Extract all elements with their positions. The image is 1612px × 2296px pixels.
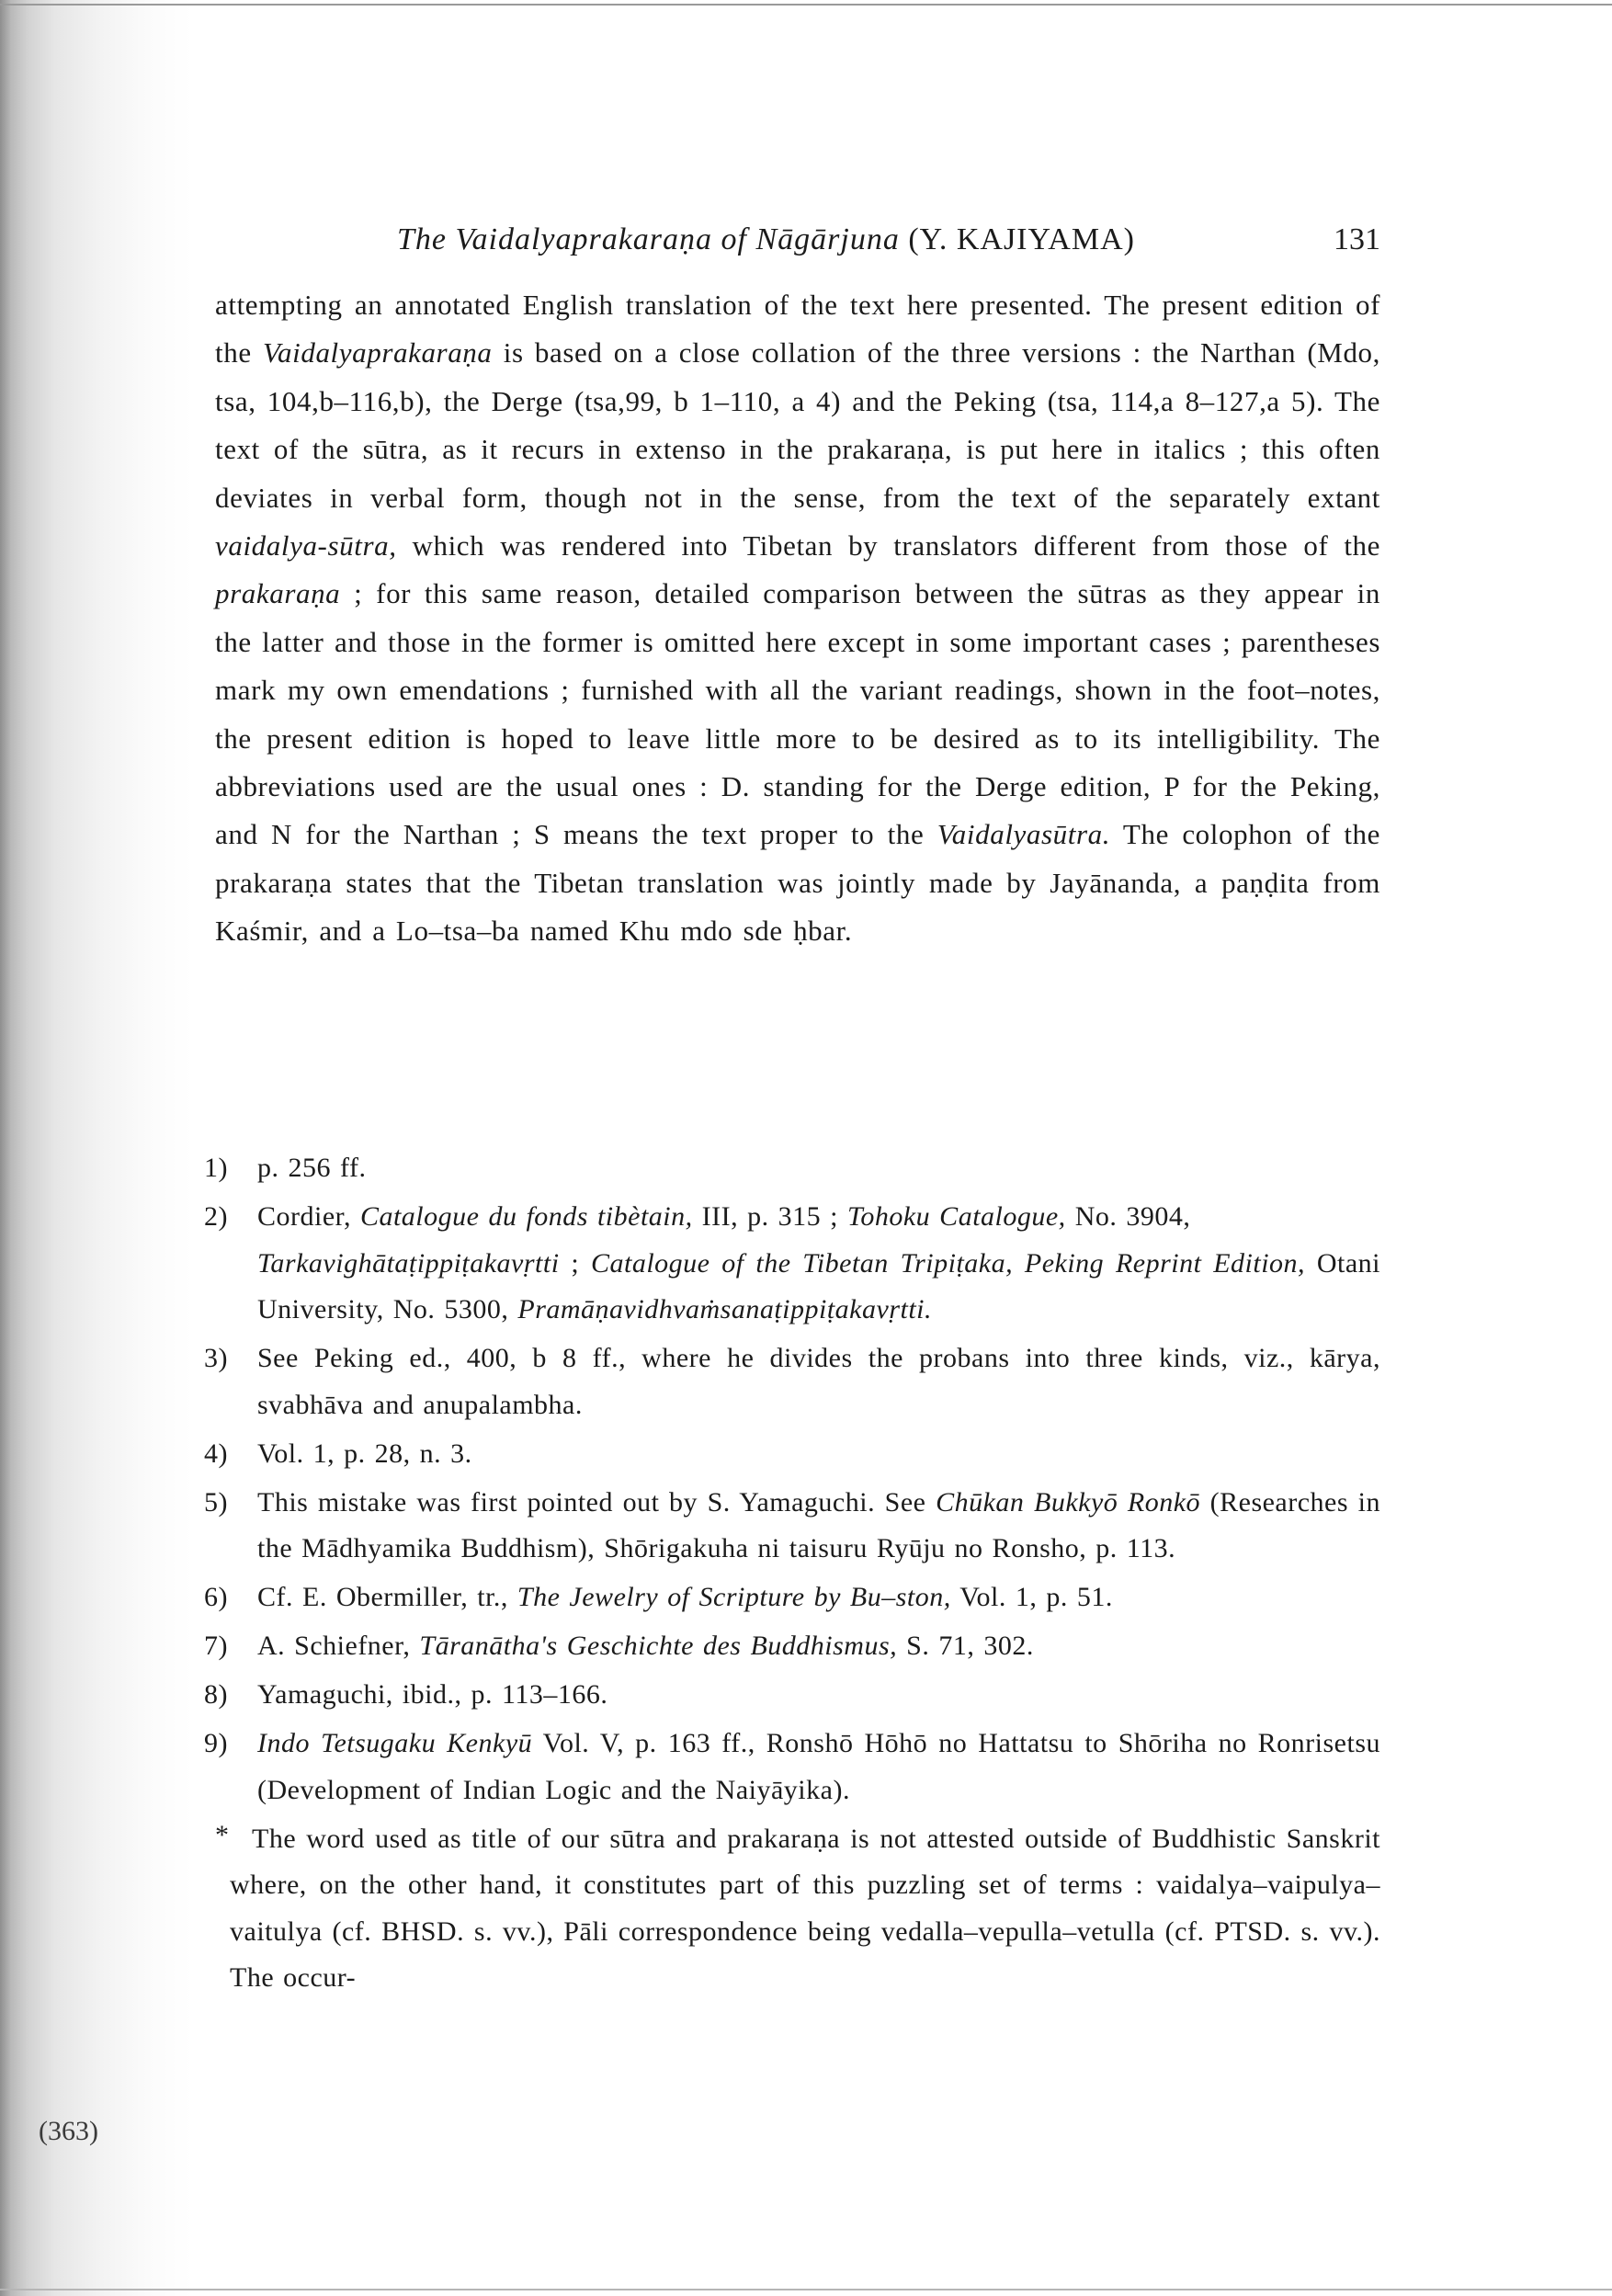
italic-term: vaidalya-sūtra,: [215, 529, 397, 563]
footnote: [204, 1721, 1380, 1813]
italic-title: Indo Tetsugaku Kenkyū: [257, 1728, 533, 1758]
text-run: Vol. V, p. 163 ff., Ronshō Hōhō no Hattatsu to Shōriha no Ronrisetsu (Development of Indian Logic and the Naiyāyika).: [257, 1728, 1380, 1805]
sheet-number: (363): [39, 2116, 98, 2146]
italic-title: Tohoku Catalogue,: [846, 1201, 1066, 1232]
italic-title: Catalogue du fonds tibètain,: [359, 1201, 693, 1232]
italic-title: Vaidalyaprakaraṇa: [262, 336, 493, 369]
scan-gutter-shadow: [0, 0, 193, 2296]
text-run: (Researches in the Mādhyamika Buddhism), Shōrigakuha ni taisuru Ryūju no Ronsho, p. 113.: [257, 1486, 1380, 1563]
footnote: [204, 1480, 1380, 1573]
article-title: The Vaidalyaprakaraṇa of Nāgārjuna: [397, 222, 900, 256]
italic-title: The Jewelry of Scripture by Bu–ston,: [517, 1582, 951, 1612]
italic-title: Pramāṇavidhvaṁsanaṭippiṭakavṛtti.: [517, 1294, 932, 1324]
footnote: [204, 1336, 1380, 1428]
text-run: Cf. E. Obermiller, tr.,: [257, 1582, 517, 1612]
footnote-number: 5): [204, 1486, 228, 1517]
footnote-text: Vol. 1, p. 28, n. 3.: [257, 1438, 472, 1469]
footnote: [204, 1194, 1380, 1334]
italic-title: Chūkan Bukkyō Ronkō: [936, 1486, 1201, 1517]
footnote-text: [257, 1194, 1380, 1334]
text-run: Otani University, No. 5300,: [257, 1247, 1380, 1324]
article-author: (Y. KAJIYAMA): [908, 222, 1135, 256]
footnote-text: [257, 1721, 1380, 1813]
text-run: S. 71, 302.: [897, 1631, 1034, 1661]
footnote: [204, 1672, 1380, 1719]
footnote-number: 1): [204, 1153, 228, 1183]
text-run: The colophon of the prakaraṇa states that the Tibetan translation was jointly made by Jayānanda, a paṇḍita from Kaśmir, and a Lo–tsa–ba named Khu mdo sde ḥbar.: [215, 818, 1380, 948]
footnote-number: 6): [204, 1582, 228, 1612]
text-run: A. Schiefner,: [257, 1631, 420, 1661]
footnote-number: 3): [204, 1343, 228, 1373]
text-run: Vol. 1, p. 51.: [950, 1582, 1113, 1612]
footnote-text: [257, 1623, 1380, 1670]
footnote-text: The word used as title of our sūtra and prakaraṇa is not attested outside of Buddhistic Sanskrit where, on the other hand, it constitutes part of this puzzling set of terms : vaidalya–vaipulya–vaitulya (cf. BHSD. s. vv.), Pāli correspondence being vedalla–vepulla–vetulla (cf. PTSD. s. vv.). The occur-: [230, 1823, 1380, 1993]
footnote: [204, 1574, 1380, 1621]
page-number: 131: [1334, 222, 1380, 256]
footnote-number: 2): [204, 1201, 228, 1232]
text-run: ;: [559, 1247, 591, 1279]
scan-bottom-edge: [0, 2289, 1612, 2290]
footnote-text: p. 256 ff.: [257, 1153, 367, 1183]
footnote-asterisk-mark: *: [215, 1819, 230, 1850]
footnote-number: 9): [204, 1728, 228, 1758]
italic-title: Catalogue of the Tibetan Tripiṭaka, Peking Reprint Edition,: [590, 1247, 1306, 1279]
footnote-asterisk: [204, 1816, 1380, 2002]
footnote-number: 7): [204, 1631, 228, 1661]
italic-title: Tarkavighātaṭippiṭakavṛtti: [257, 1247, 560, 1279]
footnotes-section: [204, 1145, 1380, 2002]
footnote-text: Yamaguchi, ibid., p. 113–166.: [257, 1679, 608, 1710]
footnote-text: See Peking ed., 400, b 8 ff., where he divides the probans into three kinds, viz., kārya, svabhāva and anupalambha.: [257, 1343, 1380, 1420]
footnote-number: 8): [204, 1679, 228, 1710]
italic-title: Tāranātha's Geschichte des Buddhismus,: [419, 1631, 898, 1661]
scan-top-edge: [0, 4, 1612, 6]
text-run: Cordier,: [257, 1201, 360, 1232]
footnote-text: [257, 1480, 1380, 1573]
footnote-text: [257, 1574, 1380, 1621]
text-run: This mistake was first pointed out by S. Yamaguchi. See: [257, 1486, 937, 1517]
text-run: is based on a close collation of the three versions : the Narthan (Mdo, tsa, 104,b–116,b), the Derge (tsa,99, b 1–110, a 4) and the Peking (tsa, 114,a 8–127,a 5). The text of the sūtra, as it recurs in extenso in the prakaraṇa, is put here in italics ; this often deviates in verbal form, though not in the sense, from the text of the separately extant: [215, 336, 1380, 514]
text-run: ; for this same reason, detailed comparison between the sūtras as they appear in the latter and those in the former is omitted here except in some important cases ; parentheses mark my own emendations ; furnished with all the variant readings, shown in the foot–notes, the present edition is hoped to leave little more to be desired as to its intelligibility. The abbreviations used are the usual ones : D. standing for the Derge edition, P for the Peking, and N for the Narthan ; S means the text proper to the: [215, 577, 1380, 851]
paragraph: [215, 281, 1380, 956]
footnote: [204, 1623, 1380, 1670]
text-run: which was rendered into Tibetan by translators different from those of the: [396, 529, 1380, 563]
italic-title: Vaidalyasūtra.: [937, 818, 1111, 851]
italic-term: prakaraṇa: [215, 577, 341, 610]
footnote-number: 4): [204, 1438, 228, 1469]
text-run: III, p. 315 ;: [692, 1201, 847, 1232]
text-run: No. 3904,: [1065, 1201, 1191, 1232]
running-title: [397, 219, 1135, 261]
footnote: [204, 1431, 1380, 1478]
body-paragraph: [215, 281, 1380, 956]
text-run: attempting an annotated English translation of the text here presented. The present edition of the: [215, 289, 1380, 369]
footnote: [204, 1145, 1380, 1192]
